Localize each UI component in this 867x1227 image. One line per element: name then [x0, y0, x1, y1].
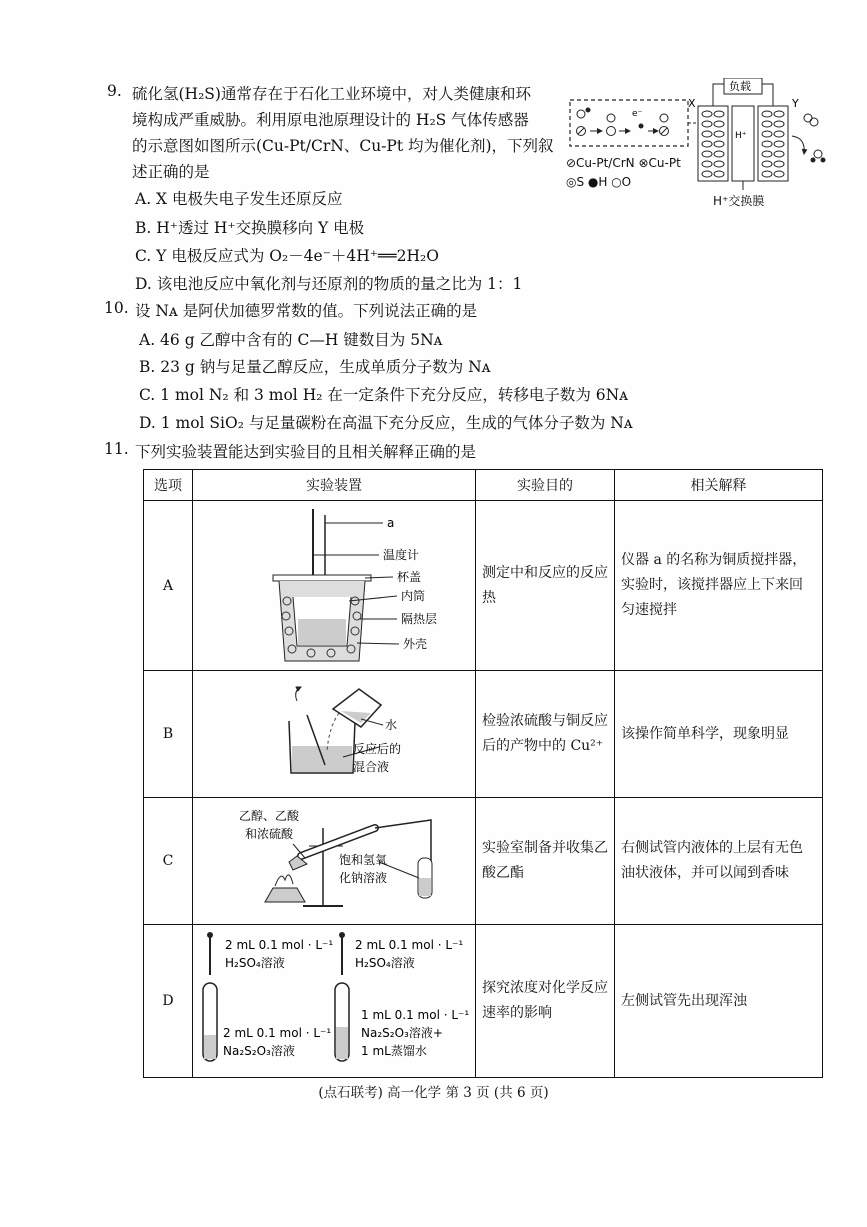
- header-explanation: 相关解释: [615, 470, 823, 501]
- label-thermometer: 温度计: [383, 548, 420, 562]
- row-d-apparatus: [193, 925, 476, 1078]
- dilution-diagram: [193, 671, 475, 793]
- catalyst-zone: [570, 100, 688, 146]
- h2s-sensor-diagram: [566, 78, 836, 210]
- row-a-apparatus: [193, 501, 476, 671]
- label-naoh-solution-2: 化钠溶液: [339, 871, 388, 885]
- experiment-table: [143, 469, 823, 1078]
- q9-option-c: C. Y 电极反应式为 O₂－4e⁻＋4H⁺══2H₂O: [135, 247, 439, 265]
- label-d-left-thio-conc: 2 mL 0.1 mol · L⁻¹: [223, 1026, 332, 1040]
- s-atom: [577, 110, 585, 118]
- label-a: a: [387, 516, 395, 530]
- label-inner-cylinder: 内筒: [401, 589, 426, 603]
- row-a-option: A: [144, 501, 193, 671]
- label-d-right-thio-conc: 1 mL 0.1 mol · L⁻¹: [361, 1008, 470, 1022]
- reaction-rate-diagram: [193, 925, 475, 1073]
- header-goal: 实验目的: [476, 470, 615, 501]
- table-row: [144, 671, 823, 798]
- q11-stem: 下列实验装置能达到实验目的且相关解释正确的是: [135, 443, 477, 461]
- row-d-option: D: [144, 925, 193, 1078]
- membrane-caption: H⁺交换膜: [713, 194, 765, 208]
- calorimeter-diagram: [193, 501, 475, 666]
- label-d-left-acid: H₂SO₄溶液: [225, 956, 285, 970]
- label-reacted-mixture-1: 反应后的: [353, 742, 402, 756]
- row-c-option: C: [144, 798, 193, 925]
- q10-option-a: A. 46 g 乙醇中含有的 C—H 键数目为 5Nᴀ: [139, 331, 443, 349]
- q9-stem-line-3: 的示意图如图所示(Cu-Pt/CrN、Cu-Pt 均为催化剂)，下列叙: [132, 137, 554, 155]
- y-label: Y: [792, 97, 799, 110]
- x-label: X: [688, 97, 696, 110]
- table-row: [144, 798, 823, 925]
- electron-label: e⁻: [632, 109, 643, 119]
- row-d-goal: 探究浓度对化学反应速率的影响: [476, 925, 615, 1078]
- table-header-row: [144, 470, 823, 501]
- label-shell: 外壳: [403, 637, 428, 651]
- proton-exchange-membrane: [732, 106, 754, 181]
- q9-stem-line-4: 述正确的是: [132, 163, 210, 181]
- row-c-goal: 实验室制备并收集乙酸乙酯: [476, 798, 615, 925]
- q9-option-b: B. H⁺透过 H⁺交换膜移向 Y 电极: [135, 219, 365, 237]
- q9-number: 9.: [107, 82, 122, 100]
- label-water: 水: [385, 718, 398, 732]
- ester-distillation-diagram: [193, 798, 475, 920]
- label-d-left-thio: Na₂S₂O₃溶液: [223, 1044, 295, 1058]
- row-c-explanation: 右侧试管内液体的上层有无色油状液体，并可以闻到香味: [615, 798, 823, 925]
- row-b-apparatus: [193, 671, 476, 798]
- table-row: [144, 925, 823, 1078]
- label-insulation: 隔热层: [401, 612, 438, 626]
- load-label: 负载: [729, 80, 751, 93]
- table-row: [144, 501, 823, 671]
- q9-option-a: A. X 电极失电子发生还原反应: [135, 190, 343, 208]
- label-d-right-thio: Na₂S₂O₃溶液+: [361, 1026, 443, 1040]
- row-b-goal: 检验浓硫酸与铜反应后的产物中的 Cu²⁺: [476, 671, 615, 798]
- q10-stem: 设 Nᴀ 是阿伏加德罗常数的值。下列说法正确的是: [135, 302, 478, 320]
- label-reagents-2: 和浓硫酸: [245, 827, 294, 841]
- label-d-right-water: 1 mL蒸馏水: [361, 1044, 427, 1058]
- row-c-apparatus: [193, 798, 476, 925]
- header-apparatus: 实验装置: [193, 470, 476, 501]
- q9-option-d: D. 该电池反应中氧化剂与还原剂的物质的量之比为 1：1: [135, 275, 523, 293]
- row-a-explanation: 仪器 a 的名称为铜质搅拌器，实验时，该搅拌器应上下来回匀速搅拌: [615, 501, 823, 671]
- label-reacted-mixture-2: 混合液: [353, 760, 390, 774]
- row-b-explanation: 该操作简单科学，现象明显: [615, 671, 823, 798]
- label-d-right-acid-conc: 2 mL 0.1 mol · L⁻¹: [355, 938, 464, 952]
- q9-stem-line-1: 硫化氢(H₂S)通常存在于石化工业环境中，对人类健康和环: [132, 85, 531, 103]
- label-d-left-acid-conc: 2 mL 0.1 mol · L⁻¹: [225, 938, 334, 952]
- membrane-ion: H⁺: [735, 131, 747, 141]
- row-a-goal: 测定中和反应的反应热: [476, 501, 615, 671]
- label-lid: 杯盖: [397, 570, 422, 584]
- header-option: 选项: [144, 470, 193, 501]
- q10-number: 10.: [104, 299, 129, 317]
- legend-atoms: ◎S ●H ○O: [566, 175, 632, 189]
- row-d-explanation: 左侧试管先出现浑浊: [615, 925, 823, 1078]
- page-footer: (点石联考) 高一化学 第 3 页 (共 6 页): [318, 1085, 549, 1101]
- q10-option-b: B. 23 g 钠与足量乙醇反应，生成单质分子数为 Nᴀ: [139, 358, 491, 376]
- label-naoh-solution-1: 饱和氢氧: [339, 853, 388, 867]
- label-d-right-acid: H₂SO₄溶液: [355, 956, 415, 970]
- h-atom: [586, 108, 591, 113]
- q11-number: 11.: [104, 440, 129, 458]
- q9-stem-line-2: 境构成严重威胁。利用原电池原理设计的 H₂S 气体传感器: [132, 111, 529, 129]
- row-b-option: B: [144, 671, 193, 798]
- label-reagents-1: 乙醇、乙酸: [239, 809, 300, 823]
- q10-option-d: D. 1 mol SiO₂ 与足量碳粉在高温下充分反应，生成的气体分子数为 Nᴀ: [139, 414, 633, 432]
- q10-option-c: C. 1 mol N₂ 和 3 mol H₂ 在一定条件下充分反应，转移电子数为 6Nᴀ: [139, 386, 628, 404]
- legend-catalysts: ⊘Cu-Pt/CrN ⊗Cu-Pt: [566, 156, 681, 170]
